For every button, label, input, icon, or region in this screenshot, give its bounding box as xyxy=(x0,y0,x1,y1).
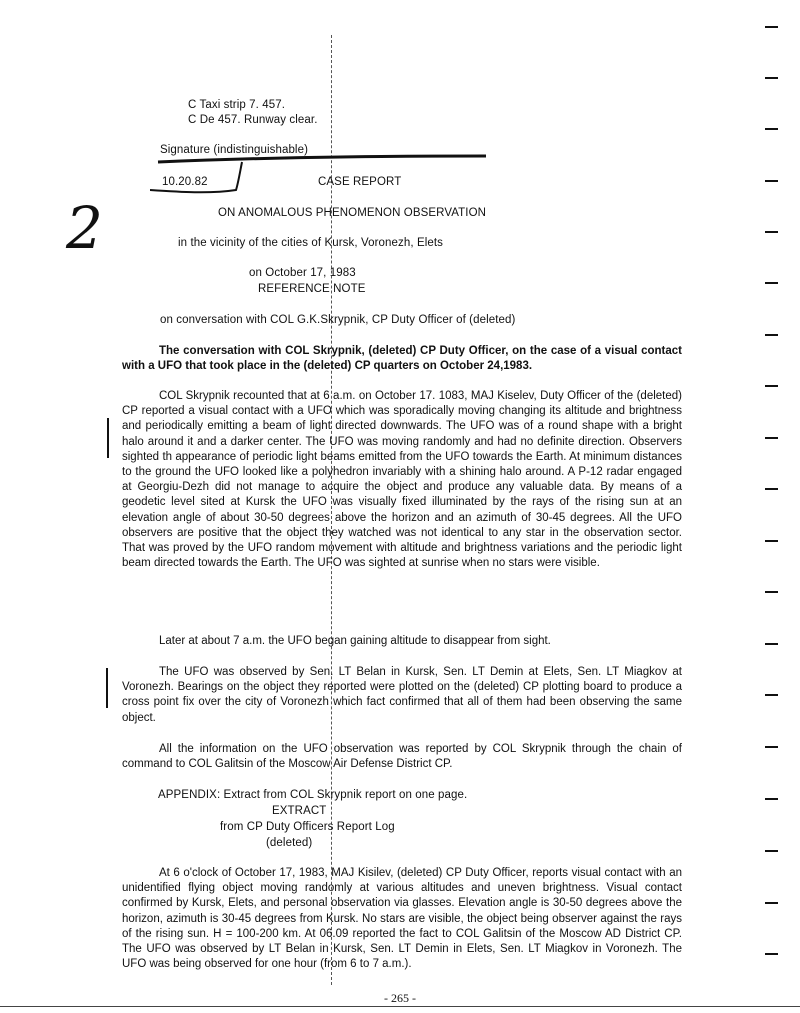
margin-mark xyxy=(107,418,109,458)
paragraph-4: The UFO was observed by Sen. LT Belan in Kursk, Sen. LT Demin at Elets, Sen. LT Miagkov at Voronezh. Bearings on the object they reported were plotted on the (deleted) CP plotting board to produce a cross point fix over the city of Voronezh which fact confirmed that all of them had been observing the same object. xyxy=(122,666,682,724)
report-title: CASE REPORT xyxy=(318,176,402,188)
handwritten-margin-number: 2 xyxy=(66,194,103,262)
edge-tick xyxy=(765,77,778,79)
edge-tick xyxy=(765,334,778,336)
paragraph-3: Later at about 7 a.m. the UFO began gaining altitude to disappear from sight. xyxy=(159,635,551,647)
edge-tick xyxy=(765,850,778,852)
paragraph-2: COL Skrypnik recounted that at 6 a.m. on October 17. 1083, MAJ Kiselev, Duty Officer of the (deleted) CP reported a visual contact with a UFO which was sporadically moving changing its altitude and brightness and periodically emitting a beam of light directed downwards. The UFO was of a round shape with a bright halo around it and a darker center. The UFO was moving randomly and had no definite direction. Observers sighted th appearance of periodic light beams emitted from the UFO towards the Earth. At minimum distances to the ground the UFO looked like a polyhedron invariably with a shining halo around. A P-12 radar engaged at Georgiu-Dezh did not manage to acquire the object and produce any valuable data. By means of a geodetic level sited at Kursk the UFO was visually fixed illuminated by the rays of the rising sun at an elevation angle of about 30-50 degrees above the horizon and an azimuth of 30-45 degrees. All the UFO observers are positive that the object they watched was not identical to any star in the observation sector. That was proved by the UFO random movement with altitude and brightness variations and the periodic light beam directed towards the Earth. The UFO was sighted at sunrise when no stars were visible. xyxy=(122,390,682,570)
paragraph-5: All the information on the UFO observation was reported by COL Skrypnik through the chain of command to COL Galitsin of the Moscow Air Defense District CP. xyxy=(122,743,682,771)
edge-tick xyxy=(765,902,778,904)
appendix-line: APPENDIX: Extract from COL Skrypnik report on one page. xyxy=(158,789,468,801)
edge-tick xyxy=(765,540,778,542)
reference-note-subtitle: on conversation with COL G.K.Skrypnik, CP Duty Officer of (deleted) xyxy=(160,314,516,326)
extract-title: EXTRACT xyxy=(272,805,327,817)
report-subtitle: ON ANOMALOUS PHENOMENON OBSERVATION xyxy=(218,207,487,219)
edge-tick xyxy=(765,26,778,28)
bottom-edge xyxy=(0,1006,800,1007)
reference-note-title: REFERENCE NOTE xyxy=(258,283,366,295)
edge-tick xyxy=(765,180,778,182)
edge-tick xyxy=(765,694,778,696)
paragraph-1: The conversation with COL Skrypnik, (deleted) CP Duty Officer, on the case of a visual contact with a UFO that took place in the (deleted) CP quarters on October 24,1983. xyxy=(122,345,682,373)
edge-tick xyxy=(765,437,778,439)
report-date: 10.20.82 xyxy=(162,176,208,188)
extract-source: from CP Duty Officers Report Log xyxy=(220,821,395,833)
signature-note: Signature (indistinguishable) xyxy=(160,144,309,156)
edge-tick xyxy=(765,385,778,387)
location-line: in the vicinity of the cities of Kursk, Voronezh, Elets xyxy=(178,237,444,249)
extract-deleted: (deleted) xyxy=(266,837,313,849)
edge-tick xyxy=(765,282,778,284)
paragraph-6: At 6 o'clock of October 17, 1983, MAJ Kisilev, (deleted) CP Duty Officer, reports visual contact with an unidentified flying object moving randomly at various altitudes and uneven brightness. Visual contact confirmed by Kursk, Elets, and personal observation via glasses. Elevation angle is 30-50 degrees above the horizon, azimuth is 30-45 degrees from Kursk. No stars are visible, the object being observer against the rays of the rising sun. H = 100-200 km. At 06.09 reported the fact to COL Galitsin of the Moscow AD District CP. The UFO was observed by LT Belan in Kursk, Sen. LT Demin in Elets, Sen. LT Miagkov in Voronezh. The UFO was being observed for one hour (from 6 to 7 a.m.). xyxy=(122,867,682,971)
date-line: on October 17, 1983 xyxy=(249,267,356,279)
edge-tick xyxy=(765,128,778,130)
edge-tick xyxy=(765,231,778,233)
header-line-2: C De 457. Runway clear. xyxy=(188,114,318,126)
edge-tick xyxy=(765,591,778,593)
edge-tick xyxy=(765,798,778,800)
page-number: - 265 - xyxy=(384,991,416,1005)
edge-tick xyxy=(765,643,778,645)
edge-tick xyxy=(765,746,778,748)
header-line-1: C Taxi strip 7. 457. xyxy=(188,99,286,111)
edge-tick xyxy=(765,488,778,490)
margin-mark xyxy=(106,668,108,708)
edge-tick xyxy=(765,953,778,955)
